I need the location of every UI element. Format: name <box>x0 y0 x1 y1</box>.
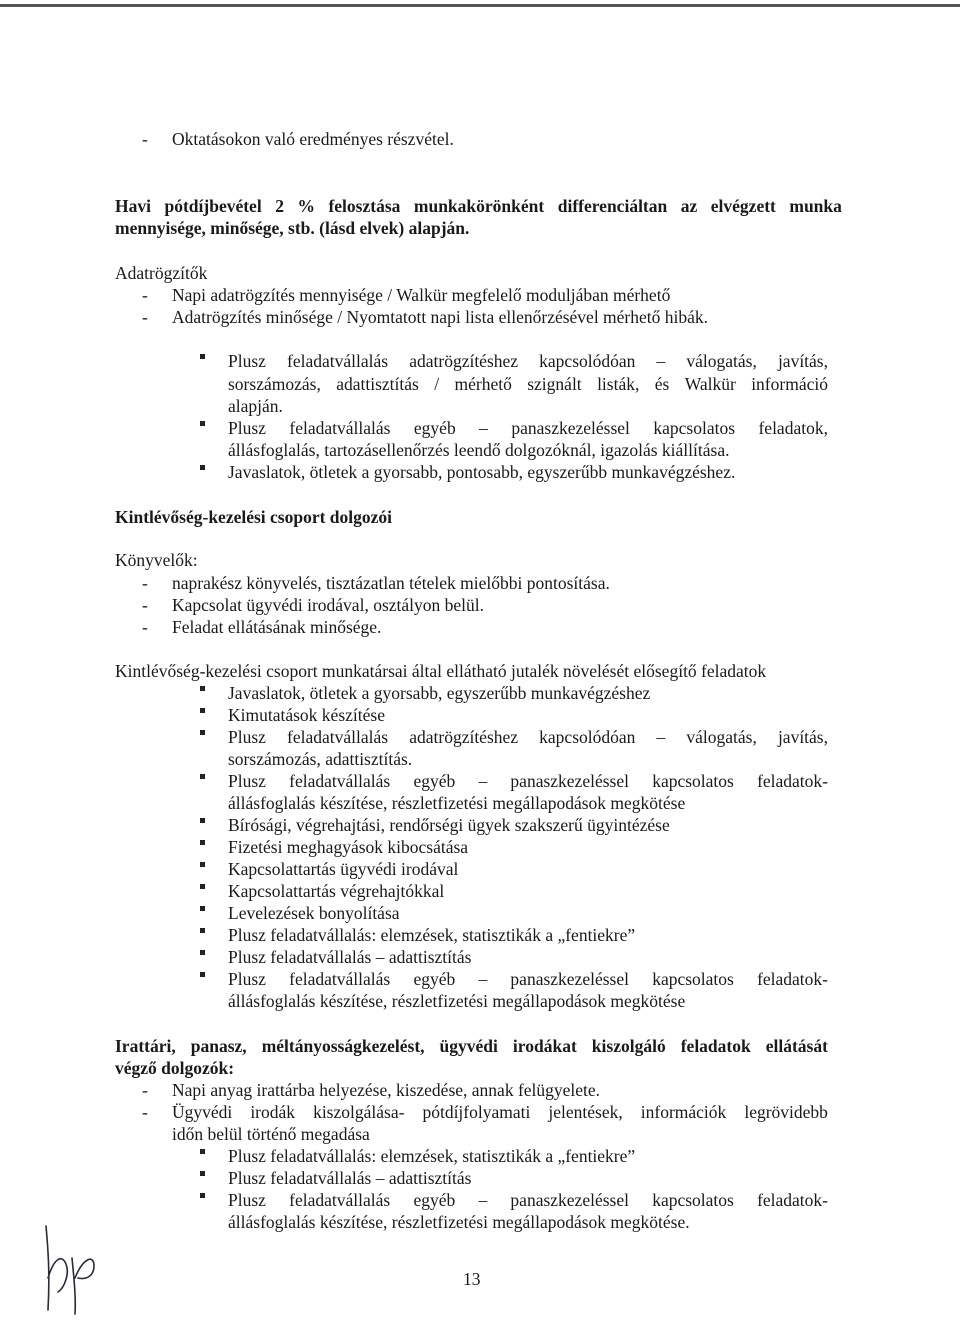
scan-top-border <box>0 4 960 7</box>
bullet-icon <box>200 730 205 735</box>
bullet-line: alapján. <box>228 396 283 416</box>
bullet-icon <box>200 1171 205 1176</box>
handwritten-initials <box>28 1218 118 1318</box>
paragraph: Kintlévőség-kezelési csoport munkatársai által ellátható jutalék növelését elősegítő feladatok <box>115 661 767 681</box>
list-dash: - <box>142 1102 148 1122</box>
list-item: Adatrögzítés minősége / Nyomtatott napi lista ellenőrzésével mérhető hibák. <box>172 307 709 327</box>
bullet-icon <box>200 972 205 977</box>
bullet-icon <box>200 950 205 955</box>
subheading: Könyvelők: <box>115 550 198 570</box>
bullet-item <box>228 968 828 990</box>
list-dash: - <box>142 307 148 327</box>
bullet-line: állásfoglalás készítése, részletfizetési megállapodások megkötése <box>228 793 686 813</box>
bullet-line: Plusz feladatvállalás egyéb – panaszkezeléssel kapcsolatos feladatok- <box>228 1190 828 1210</box>
bullet-line: Plusz feladatvállalás: elemzések, statisztikák a „fentiekre” <box>228 925 636 945</box>
page-number: 13 <box>463 1269 481 1289</box>
section-heading-line: Irattári, panasz, méltányosságkezelést, ügyvédi irodákat kiszolgáló feladatok ellátását <box>115 1036 828 1056</box>
bullet-icon <box>200 1193 205 1198</box>
bullet-line: Fizetési meghagyások kibocsátása <box>228 837 469 857</box>
list-item: naprakész könyvelés, tisztázatlan tételek mielőbbi pontosítása. <box>172 573 610 593</box>
bullet-icon <box>200 840 205 845</box>
bullet-line: Javaslatok, ötletek a gyorsabb, egyszerűbb munkavégzéshez <box>228 683 651 703</box>
bullet-icon <box>200 465 205 470</box>
list-dash: - <box>142 617 148 637</box>
bullet-icon <box>200 421 205 426</box>
list-dash: - <box>142 285 148 305</box>
section-heading: Adatrögzítők <box>115 263 208 283</box>
section-intro <box>115 195 842 217</box>
list-item: Feladat ellátásának minősége. <box>172 617 382 637</box>
bullet-line: Plusz feladatvállalás: elemzések, statisztikák a „fentiekre” <box>228 1146 636 1166</box>
bullet-line: állásfoglalás készítése, részletfizetési megállapodások megkötése <box>228 991 686 1011</box>
section-heading <box>115 1035 828 1057</box>
list-dash: - <box>142 1080 148 1100</box>
bullet-icon <box>200 906 205 911</box>
section-intro-line: Havi pótdíjbevétel 2 % felosztása munkakörönként differenciáltan az elvégzett munka <box>115 196 842 216</box>
list-dash: - <box>142 595 148 615</box>
bullet-icon <box>200 862 205 867</box>
bullet-line: Kimutatások készítése <box>228 705 385 725</box>
list-item-line: Ügyvédi irodák kiszolgálása- pótdíjfolyamati jelentések, információk legrövidebb <box>172 1102 828 1122</box>
list-item: Napi anyag irattárba helyezése, kiszedése, annak felügyelete. <box>172 1080 601 1100</box>
bullet-icon <box>200 354 205 359</box>
bullet-item <box>228 770 828 792</box>
bullet-line: sorszámozás, adattisztítás / mérhető szignált listák, és Walkür információ <box>228 374 828 394</box>
bullet-line: Kapcsolattartás ügyvédi irodával <box>228 859 459 879</box>
bullet-icon <box>200 818 205 823</box>
bullet-line: Plusz feladatvállalás egyéb – panaszkezeléssel kapcsolatos feladatok- <box>228 771 828 791</box>
bullet-line: Plusz feladatvállalás adatrögzítéshez kapcsolódóan – válogatás, javítás, <box>228 727 828 747</box>
bullet-line: Kapcsolattartás végrehajtókkal <box>228 881 445 901</box>
bullet-line: Plusz feladatvállalás egyéb – panaszkezeléssel kapcsolatos feladatok- <box>228 969 828 989</box>
bullet-line: állásfoglalás készítése, részletfizetési megállapodások megkötése. <box>228 1212 690 1232</box>
bullet-icon <box>200 708 205 713</box>
bullet-line: Bírósági, végrehajtási, rendőrségi ügyek szakszerű ügyintézése <box>228 815 670 835</box>
bullet-icon <box>200 774 205 779</box>
section-heading: Kintlévőség-kezelési csoport dolgozói <box>115 507 393 527</box>
bullet-icon <box>200 928 205 933</box>
bullet-item <box>228 1189 828 1211</box>
bullet-line: Levelezések bonyolítása <box>228 903 400 923</box>
bullet-icon <box>200 1149 205 1154</box>
bullet-line: sorszámozás, adattisztítás. <box>228 749 413 769</box>
bullet-line: állásfoglalás, tartozásellenőrzés leendő dolgozóknál, igazolás kiállítása. <box>228 440 730 460</box>
bullet-line: Plusz feladatvállalás adatrögzítéshez kapcsolódóan – válogatás, javítás, <box>228 351 828 371</box>
bullet-item <box>228 350 828 372</box>
bullet-item <box>228 373 828 395</box>
bullet-line: Javaslatok, ötletek a gyorsabb, pontosabb, egyszerűbb munkavégzéshez. <box>228 462 736 482</box>
list-dash: - <box>142 573 148 593</box>
list-item: Napi adatrögzítés mennyisége / Walkür megfelelő moduljában mérhető <box>172 285 671 305</box>
bullet-item <box>228 726 828 748</box>
bullet-line: Plusz feladatvállalás – adattisztítás <box>228 947 472 967</box>
bullet-line: Plusz feladatvállalás egyéb – panaszkezeléssel kapcsolatos feladatok, <box>228 418 828 438</box>
list-item <box>172 1101 828 1123</box>
list-item: Kapcsolat ügyvédi irodával, osztályon belül. <box>172 595 485 615</box>
bullet-icon <box>200 884 205 889</box>
list-dash: - <box>142 129 148 149</box>
list-item: Oktatásokon való eredményes részvétel. <box>172 129 454 149</box>
bullet-icon <box>200 686 205 691</box>
section-heading-line: végző dolgozók: <box>115 1058 235 1078</box>
bullet-line: Plusz feladatvállalás – adattisztítás <box>228 1168 472 1188</box>
bullet-item <box>228 417 828 439</box>
section-intro-line: mennyisége, minősége, stb. (lásd elvek) alapján. <box>115 218 470 238</box>
list-item-line: időn belül történő megadása <box>172 1124 370 1144</box>
